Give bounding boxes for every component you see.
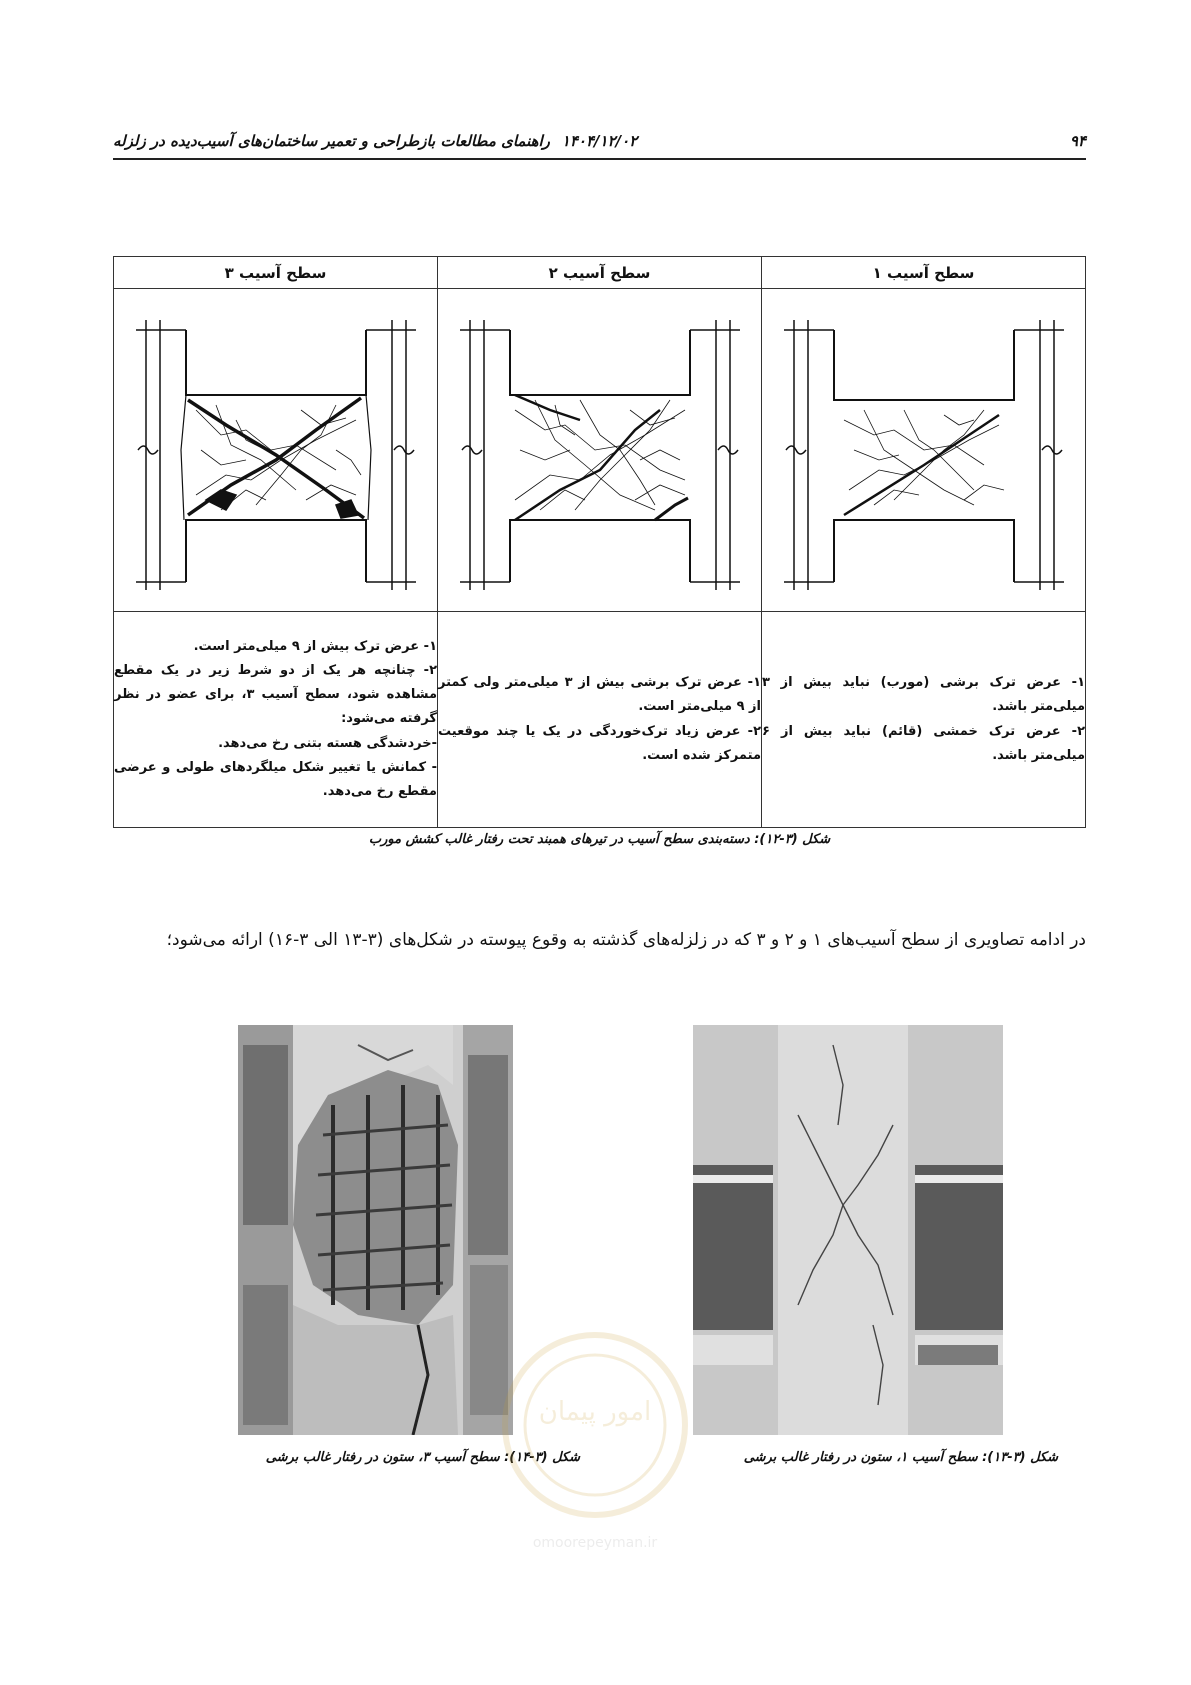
level-2-line-1: ۱- عرض ترک برشی بیش از ۳ میلی‌متر ولی کمتر از ۹ میلی‌متر است.	[438, 675, 761, 715]
page-number: ۹۴	[1069, 132, 1086, 150]
watermark-url: omoorepeyman.ir	[532, 1535, 658, 1551]
figure-14-caption: شکل (۳-۱۴): سطح آسیب ۳، ستون در رفتار غالب برشی	[265, 1450, 580, 1465]
level-3-line-1: ۱- عرض ترک بیش از ۹ میلی‌متر است.	[193, 639, 437, 655]
description-level-2	[438, 612, 762, 828]
level-3-line-2: ۲- چنانچه هر یک از دو شرط زیر در یک مقطع مشاهده شود، سطح آسیب ۳، برای عضو در نظر گرفته می‌شود:	[114, 663, 437, 727]
coupling-beam-diagram-level-3	[136, 300, 416, 600]
figure-13-caption: شکل (۳-۱۳): سطح آسیب ۱، ستون در رفتار غالب برشی	[743, 1450, 1058, 1465]
diagram-cell-level-1	[762, 289, 1086, 612]
header-date: ۱۴۰۴/۱۲/۰۲	[561, 132, 638, 150]
description-level-1	[762, 612, 1086, 828]
body-paragraph: در ادامه تصاویری از سطح آسیب‌های ۱ و ۲ و ۳ که در زلزله‌های گذشته به وقوع پیوسته در شکل‌های (۳-۱۳ الی ۳-۱۶) ارائه می‌شود؛	[166, 930, 1086, 950]
level-2-line-2: ۲- عرض زیاد ترک‌خوردگی در یک یا چند موقعیت متمرکز شده است.	[438, 723, 761, 763]
header-title: راهنمای مطالعات بازطراحی و تعمیر ساختمان‌های آسیب‌دیده در زلزله	[113, 132, 550, 150]
coupling-beam-diagram-level-1	[784, 300, 1064, 600]
column-header-level-1: سطح آسیب ۱	[762, 257, 1086, 289]
watermark-seal-text: امور پیمان	[538, 1397, 652, 1427]
page-header	[113, 128, 1086, 160]
diagram-cell-level-3	[114, 289, 438, 612]
table-header-row	[114, 257, 1086, 289]
coupling-beam-diagram-level-2	[460, 300, 740, 600]
photo-level-3-column	[238, 1025, 513, 1435]
level-3-line-4: - کمانش یا تغییر شکل میلگردهای طولی و عرضی مقطع رخ می‌دهد.	[114, 759, 437, 799]
watermark-seal	[495, 1325, 695, 1555]
table-description-row	[114, 612, 1086, 828]
figure-12-caption: شکل (۳-۱۲): دسته‌بندی سطح آسیب در تیرهای همبند تحت رفتار غالب کشش مورب	[368, 832, 831, 847]
column-header-level-2: سطح آسیب ۲	[438, 257, 762, 289]
level-3-line-3: -خردشدگی هسته بتنی رخ می‌دهد.	[218, 735, 437, 751]
level-1-line-2: ۲- عرض ترک خمشی (قائم) نباید بیش از ۶ میلی‌متر باشد.	[762, 723, 1085, 763]
damage-level-table	[113, 256, 1086, 828]
description-level-3	[114, 612, 438, 828]
level-1-line-1: ۱- عرض ترک برشی (مورب) نباید بیش از ۳ میلی‌متر باشد.	[762, 675, 1085, 715]
table-figure-row	[114, 289, 1086, 612]
photo-level-1-column	[693, 1025, 1003, 1435]
diagram-cell-level-2	[438, 289, 762, 612]
column-header-level-3: سطح آسیب ۳	[114, 257, 438, 289]
